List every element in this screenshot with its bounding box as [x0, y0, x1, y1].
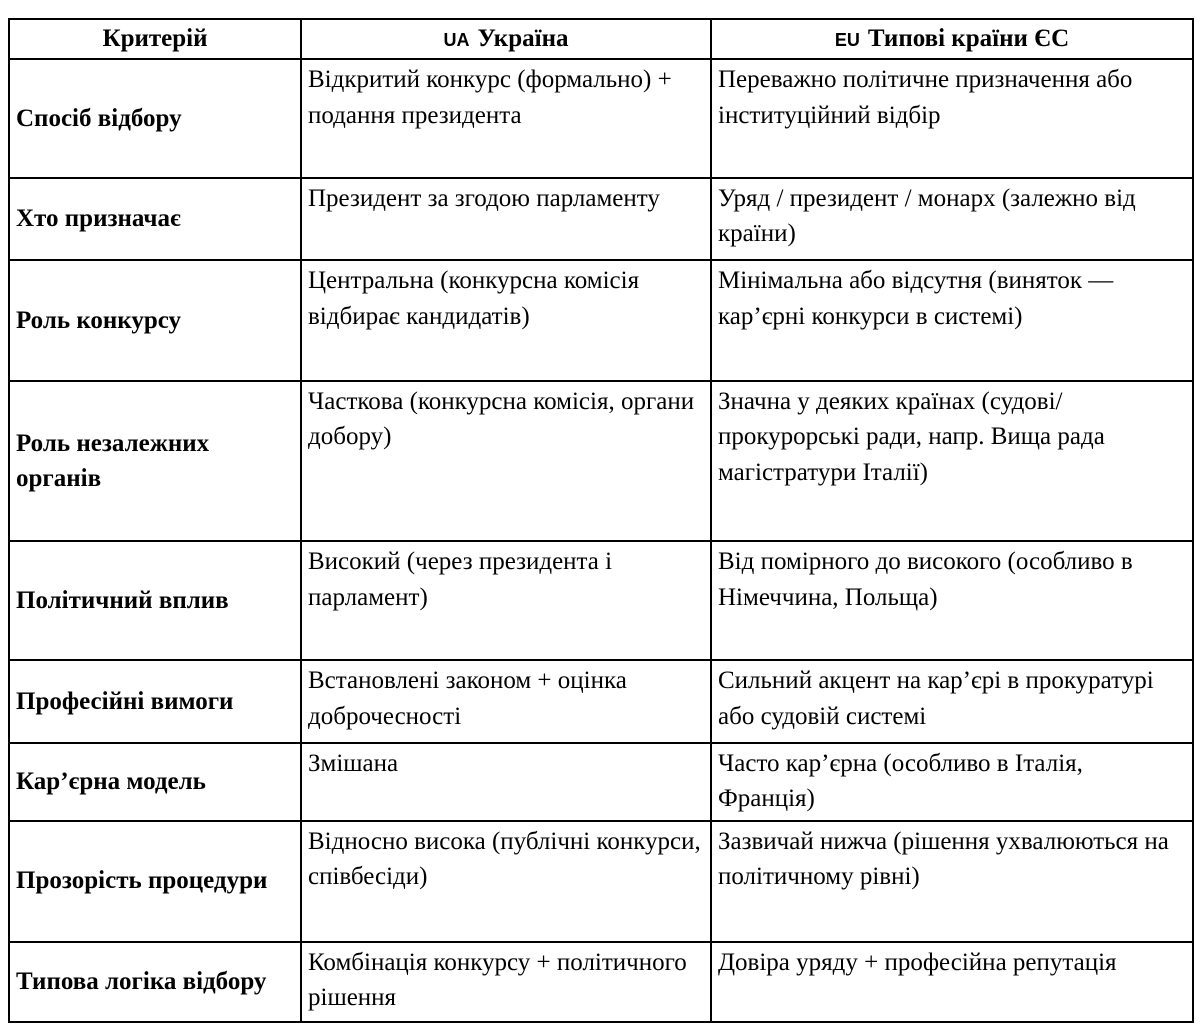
criterion-cell: Професійні вимоги: [9, 660, 301, 742]
header-criterion: Критерій: [9, 19, 301, 59]
ukraine-cell: Комбінація конкурсу + політичного рішення: [301, 942, 711, 1022]
table-header: [9, 19, 1193, 59]
eu-cell: Переважно політичне призначення або інституційний відбір: [711, 59, 1193, 178]
ukraine-cell: Президент за згодою парламенту: [301, 178, 711, 260]
criterion-cell: Типова логіка відбору: [9, 942, 301, 1022]
table-row: [9, 541, 1193, 660]
eu-cell: Зазвичай нижча (рішення ухвалюються на політичному рівні): [711, 821, 1193, 942]
eu-cell: Часто кар’єрна (особливо в Італія, Франція): [711, 743, 1193, 821]
table-row: [9, 821, 1193, 942]
eu-cell: Від помірного до високого (особливо в Німеччина, Польща): [711, 541, 1193, 660]
table-row: [9, 178, 1193, 260]
table-row: [9, 743, 1193, 821]
table-body: [9, 59, 1193, 1022]
criterion-cell: Кар’єрна модель: [9, 743, 301, 821]
ukraine-cell: Відкритий конкурс (формально) + подання президента: [301, 59, 711, 178]
criterion-cell: Спосіб відбору: [9, 59, 301, 178]
criterion-cell: Хто призначає: [9, 178, 301, 260]
eu-cell: Мінімальна або відсутня (виняток — кар’єрні конкурси в системі): [711, 260, 1193, 381]
criterion-cell: Роль конкурсу: [9, 260, 301, 381]
ukraine-cell: Відносно висока (публічні конкурси, співбесіди): [301, 821, 711, 942]
eu-cell: Уряд / президент / монарх (залежно від країни): [711, 178, 1193, 260]
ukraine-cell: Часткова (конкурсна комісія, органи добору): [301, 381, 711, 542]
eu-cell: Значна у деяких країнах (судові/прокурорські ради, напр. Вища рада магістратури Італії): [711, 381, 1193, 542]
header-ukraine-label: Україна: [477, 25, 569, 53]
table-row: [9, 260, 1193, 381]
table-row: [9, 59, 1193, 178]
criterion-cell: Прозорість процедури: [9, 821, 301, 942]
eu-flag-icon: EU: [834, 30, 860, 51]
ukraine-flag-icon: UA: [443, 30, 470, 51]
header-row: [9, 19, 1193, 59]
header-eu: [711, 19, 1193, 59]
header-eu-label: Типові країни ЄС: [867, 25, 1070, 53]
ukraine-cell: Змішана: [301, 743, 711, 821]
ukraine-cell: Високий (через президента і парламент): [301, 541, 711, 660]
table-row: [9, 660, 1193, 742]
ukraine-cell: Встановлені законом + оцінка доброчесності: [301, 660, 711, 742]
ukraine-cell: Центральна (конкурсна комісія відбирає кандидатів): [301, 260, 711, 381]
eu-cell: Сильний акцент на кар’єрі в прокуратурі або судовій системі: [711, 660, 1193, 742]
comparison-table: [8, 18, 1194, 1023]
criterion-cell: Політичний вплив: [9, 541, 301, 660]
table-row: [9, 381, 1193, 542]
table-row: [9, 942, 1193, 1022]
header-ukraine: [301, 19, 711, 59]
eu-cell: Довіра уряду + професійна репутація: [711, 942, 1193, 1022]
criterion-cell: Роль незалежних органів: [9, 381, 301, 542]
